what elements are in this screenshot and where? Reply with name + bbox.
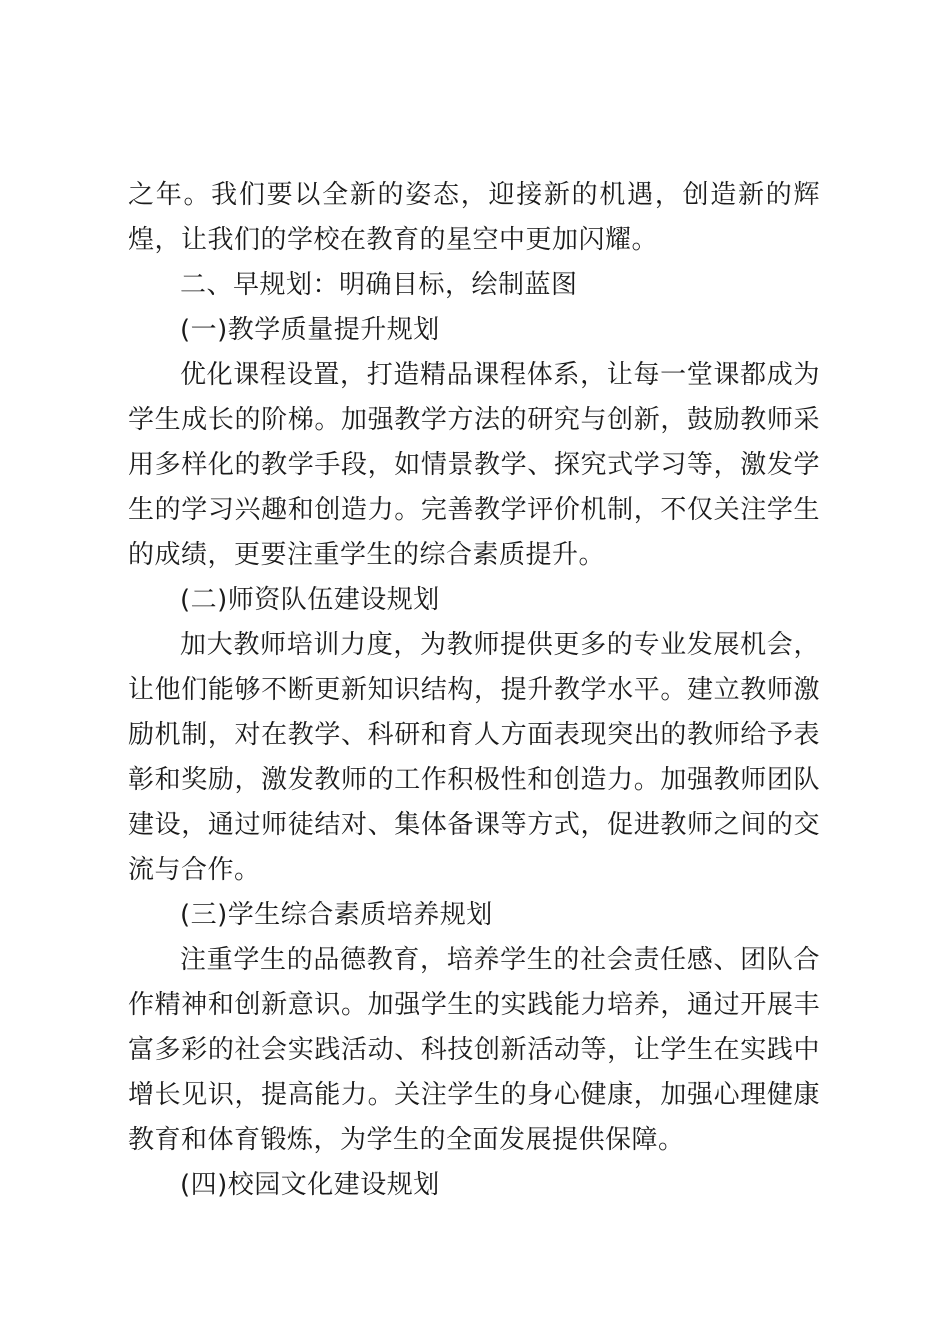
subheading-teaching-quality: (一)教学质量提升规划 — [180, 315, 440, 345]
paragraph-continuation: 之年。我们要以全新的姿态，迎接新的机遇，创造新的辉煌，让我们的学校在教育的星空中更加闪耀。 — [128, 180, 820, 255]
paragraph-teacher-team: 加大教师培训力度，为教师提供更多的专业发展机会，让他们能够不断更新知识结构，提升教学水平。建立教师激励机制，对在教学、科研和育人方面表现突出的教师给予表彰和奖励，激发教师的工作积极性和创造力。加强教师团队建设，通过师徒结对、集体备课等方式，促进教师之间的交流与合作。 — [128, 630, 820, 885]
subheading-campus-culture: (四)校园文化建设规划 — [180, 1170, 440, 1200]
paragraph-teaching-quality: 优化课程设置，打造精品课程体系，让每一堂课都成为学生成长的阶梯。加强教学方法的研究与创新，鼓励教师采用多样化的教学手段，如情景教学、探究式学习等，激发学生的学习兴趣和创造力。完善教学评价机制，不仅关注学生的成绩，更要注重学生的综合素质提升。 — [128, 360, 820, 570]
paragraph-student-quality: 注重学生的品德教育，培养学生的社会责任感、团队合作精神和创新意识。加强学生的实践能力培养，通过开展丰富多彩的社会实践活动、科技创新活动等，让学生在实践中增长见识，提高能力。关注学生的身心健康，加强心理健康教育和体育锻炼，为学生的全面发展提供保障。 — [128, 945, 820, 1155]
document-body — [128, 173, 820, 1208]
subheading-teacher-team: (二)师资队伍建设规划 — [180, 585, 440, 615]
subheading-student-quality: (三)学生综合素质培养规划 — [180, 900, 493, 930]
section-heading-planning: 二、早规划：明确目标，绘制蓝图 — [180, 270, 578, 300]
